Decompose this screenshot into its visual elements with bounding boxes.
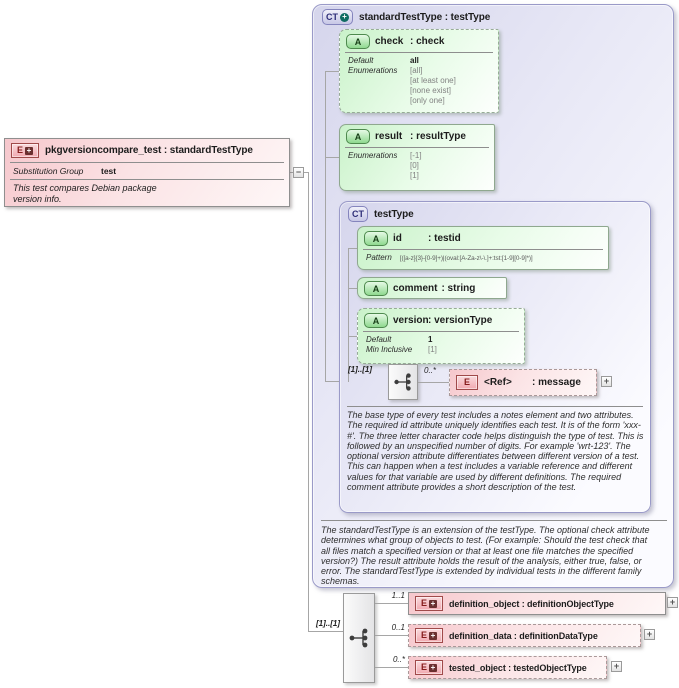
facet-label: Default (366, 335, 392, 344)
attribute-type: : resultType (410, 131, 466, 142)
attribute-type: : string (441, 283, 476, 294)
attribute-box-version[interactable] (357, 308, 525, 364)
facet-table (358, 333, 524, 357)
element-box-definition-data[interactable] (408, 624, 641, 647)
complextype-header (340, 202, 650, 225)
element-plus-icon (415, 660, 443, 675)
element-box-ref[interactable] (449, 369, 597, 396)
facet-value: [at least one] (410, 76, 456, 85)
complextype-box-standardtesttype[interactable] (312, 4, 674, 588)
sequence-compositor-icon[interactable] (343, 593, 375, 683)
attribute-icon: A (346, 34, 370, 49)
connector-line (325, 157, 339, 158)
element-icon-letter: E (463, 377, 470, 387)
attribute-header (358, 309, 524, 330)
element-icon-letter: E (420, 598, 427, 608)
connector-line (348, 288, 357, 289)
divider (10, 179, 284, 180)
cardinality-label: 0..* (392, 655, 405, 664)
attribute-name: id (393, 233, 402, 244)
expand-plus-icon[interactable]: + (611, 661, 622, 672)
cardinality-label: [1]..[1] (316, 619, 340, 628)
attribute-type: : check (410, 36, 445, 47)
divider (10, 162, 284, 163)
facet-value: [0] (410, 161, 419, 170)
connector-line (375, 603, 408, 604)
element-title-row (409, 657, 606, 678)
element-title: tested_object : testedObjectType (449, 662, 587, 673)
element-type: : message (532, 377, 581, 388)
type-annotation: The base type of every test includes a notes element and two attributes. The required id attribute uniquely identifies each test. It is of the form 'xxx-#'. The three letter character code helps distinguish the type of test. This is followed by an unspecified number of digits. For example 'wrt-123'. The optional version attribute differentiates between different version of a test. This can happen when a test includes a variable reference and different values for that variable are used by different definitions. The required comment attribute provides a short description of the test. (347, 410, 644, 493)
attribute-header (358, 227, 608, 248)
attribute-box-result[interactable] (339, 124, 495, 191)
connector-line (325, 71, 326, 381)
facet-label: Pattern (366, 253, 392, 262)
element-name: <Ref> (484, 377, 512, 388)
complextype-title: testType (374, 208, 414, 220)
element-plus-icon (11, 143, 39, 158)
element-icon (456, 375, 478, 390)
attribute-name: version (393, 315, 429, 326)
element-icon-letter: E (420, 630, 427, 640)
element-title-row (5, 139, 289, 161)
attribute-type: : versionType (428, 315, 493, 326)
sequence-glyph (347, 626, 371, 650)
connector-line (375, 667, 408, 668)
element-icon-plus: + (430, 630, 436, 640)
attribute-header (358, 278, 506, 298)
attribute-header (340, 125, 494, 146)
element-title: definition_data : definitionDataType (449, 630, 598, 641)
connector-line (348, 336, 357, 337)
cardinality-label: 0..1 (391, 623, 405, 632)
facet-value: [([a-z]{3}-[0-9]+)|(oval:[A-Za-z\-\.]+:tst:[1-9][0-9]*)] (399, 255, 533, 262)
facet-label: Default (348, 56, 374, 65)
expand-plus-icon[interactable]: + (601, 376, 612, 387)
facet-label: Min Inclusive (366, 345, 413, 354)
element-title-row (409, 625, 640, 646)
element-title: definition_object : definitionObjectType (449, 598, 614, 609)
collapse-minus-icon[interactable]: − (293, 167, 304, 178)
facet-value: [none exist] (410, 86, 451, 95)
cardinality-label: [1]..[1] (348, 365, 372, 374)
element-plus-icon (415, 628, 443, 643)
element-icon-plus: + (430, 662, 436, 672)
attribute-icon: A (364, 313, 388, 328)
facet-value: [1] (428, 345, 437, 354)
complextype-title: standardTestType : testType (359, 11, 491, 23)
facet-table (340, 149, 494, 183)
connector-line (348, 248, 357, 249)
connector-line (308, 172, 309, 632)
connector-line (308, 631, 344, 632)
cardinality-label: 0..* (424, 366, 437, 375)
attribute-name: comment (393, 283, 438, 294)
element-icon-letter: E (16, 145, 23, 155)
attribute-icon: A (346, 129, 370, 144)
facet-value: [only one] (410, 96, 445, 105)
facet-value: [-1] (410, 151, 422, 160)
expand-plus-icon[interactable]: + (667, 597, 678, 608)
attribute-box-comment[interactable] (357, 277, 507, 299)
attribute-icon: A (364, 231, 388, 246)
element-icon-letter: E (420, 662, 427, 672)
divider (345, 147, 489, 148)
element-box-definition-object[interactable] (408, 592, 666, 615)
element-plus-icon (415, 596, 443, 611)
facet-value: [1] (410, 171, 419, 180)
complextype-header (313, 5, 673, 28)
element-title-row (450, 370, 596, 395)
complextype-box-testtype[interactable] (339, 201, 651, 513)
connector-line (375, 635, 408, 636)
facet-label: Enumerations (348, 66, 398, 75)
complextype-icon-letters: CT (326, 12, 338, 22)
element-icon-plus: + (430, 598, 436, 608)
attribute-name: result (375, 131, 403, 142)
element-box-pkgversioncompare-test[interactable] (4, 138, 290, 207)
connector-line (348, 248, 349, 382)
attribute-box-check[interactable] (339, 29, 499, 113)
substitution-group-row (5, 164, 289, 178)
attribute-box-id[interactable] (357, 226, 609, 270)
connector-line (325, 71, 339, 72)
substitution-group-label: Substitution Group (13, 166, 84, 176)
divider (363, 331, 519, 332)
element-annotation: This test compares Debian package version info. (13, 183, 157, 204)
divider (345, 52, 493, 53)
element-box-tested-object[interactable] (408, 656, 607, 679)
attribute-name: check (375, 36, 404, 47)
attribute-type: : testid (428, 233, 461, 244)
facet-value: all (410, 56, 419, 65)
sequence-glyph (392, 371, 414, 393)
divider (321, 520, 667, 521)
divider (347, 406, 643, 407)
facet-table (358, 251, 608, 262)
attribute-header (340, 30, 498, 51)
element-title: pkgversioncompare_test : standardTestType (45, 145, 253, 156)
facet-table (340, 54, 498, 108)
sequence-compositor-icon[interactable] (388, 364, 418, 400)
divider (363, 249, 603, 250)
complextype-icon-plus: + (340, 13, 349, 22)
facet-label: Enumerations (348, 151, 398, 160)
facet-value: [all] (410, 66, 423, 75)
element-title-row (409, 593, 665, 614)
complextype-icon: CT (348, 206, 368, 222)
attribute-icon: A (364, 281, 388, 296)
facet-value: 1 (428, 335, 433, 344)
complextype-plus-icon (322, 9, 353, 25)
cardinality-label: 1..1 (391, 591, 405, 600)
type-annotation: The standardTestType is an extension of the testType. The optional check attribute determines what group of objects to test. (For example: Should the test check that all files match a specified version or that at least one file matches the specified version?) The result attribute holds the result of the analysis, either true, false, or error. The standardTestType is extended by individual tests in the different family schemas. (321, 525, 650, 587)
element-icon-plus: + (26, 145, 32, 155)
connector-line (418, 382, 449, 383)
substitution-group-value: test (101, 166, 117, 176)
expand-plus-icon[interactable]: + (644, 629, 655, 640)
